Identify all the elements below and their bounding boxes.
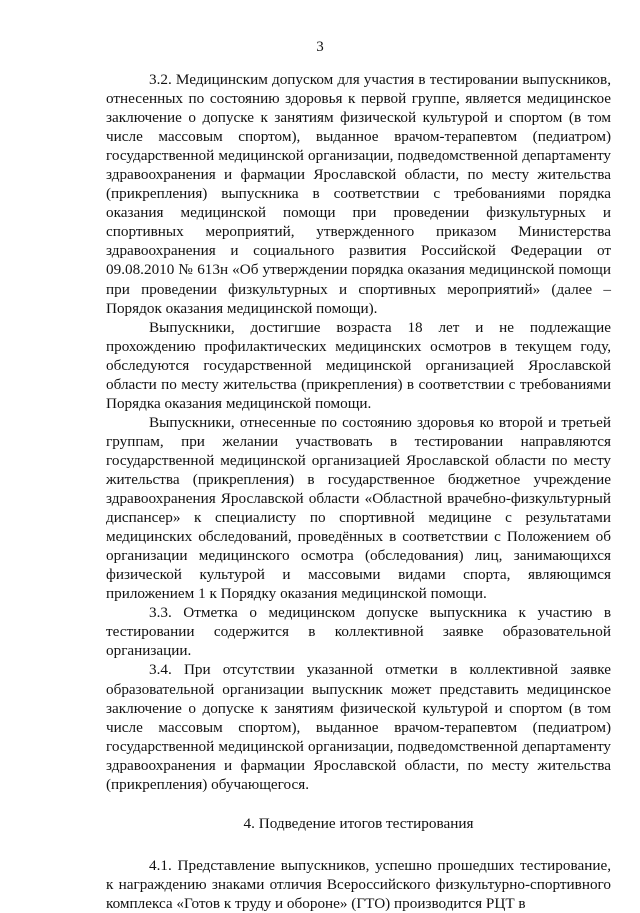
section-heading: 4. Подведение итогов тестирования (243, 814, 474, 832)
paragraph-4-1: 4.1. Представление выпускников, успешно прошедших тестирование, к награждению знаками отличия Всероссийского физкультурно-спортивного комплекса «Готов к труду и обороне» (ГТО) производится РЦТ в (106, 856, 611, 912)
paragraph-3-3: 3.3. Отметка о медицинском допуске выпускника к участию в тестировании содержится в коллективной заявке образовательной организации. (106, 604, 611, 660)
paragraph-adults-18: Выпускники, достигшие возраста 18 лет и не подлежащие прохождению профилактических медицинских осмотров в текущем году, обследуются государственной медицинской организацией Ярославской области по месту жительства (прикрепления) в соответствии с требованиями Порядка оказания медицинской помощи. (106, 318, 611, 412)
paragraph-second-third-groups: Выпускники, отнесенные по состоянию здоровья ко второй и третьей группам, при желании участвовать в тестировании направляются государственной медицинской организацией Ярославской области по месту жительства (прикрепления) в государственное бюджетное учреждение здравоохранения Ярославской области «Областной врачебно-физкультурный диспансер» к специалисту по спортивной медицине с результатами медицинских обследований, проведённых в соответствии с Положением об организации медицинского осмотра (обследования) лиц, занимающихся физической культурой и массовыми видами спорта, являющимся приложением 1 к Порядку оказания медицинской помощи. (106, 413, 611, 603)
document-body (106, 70, 611, 913)
paragraph-3-2: 3.2. Медицинским допуском для участия в тестировании выпускников, отнесенных по состоянию здоровья к первой группе, является медицинское заключение о допуске к занятиям физической культурой и спортом (в том числе массовым спортом), выданное врачом-терапевтом (педиатром) государственной медицинской организации, подведомственной департаменту здравоохранения и фармации Ярославской области, по месту жительства (прикрепления) выпускника в соответствии с требованиями порядка оказания медицинской помощи при проведении физкультурных и спортивных мероприятий, утвержденного приказом Министерства здравоохранения и социального развития Российской Федерации от 09.08.2010 № 613н «Об утверждении порядка оказания медицинской помощи при проведении физкультурных и спортивных мероприятий» (далее – Порядок оказания медицинской помощи). (106, 71, 611, 317)
paragraph-3-4: 3.4. При отсутствии указанной отметки в коллективной заявке образовательной организации выпускник может представить медицинское заключение о допуске к занятиям физической культурой и спортом (в том числе массовым спортом), выданное врачом-терапевтом (педиатром) государственной медицинской организации, подведомственной департаменту здравоохранения и фармации Ярославской области, по месту жительства (прикрепления) обучающегося. (106, 661, 611, 793)
page-number: 3 (316, 39, 324, 55)
